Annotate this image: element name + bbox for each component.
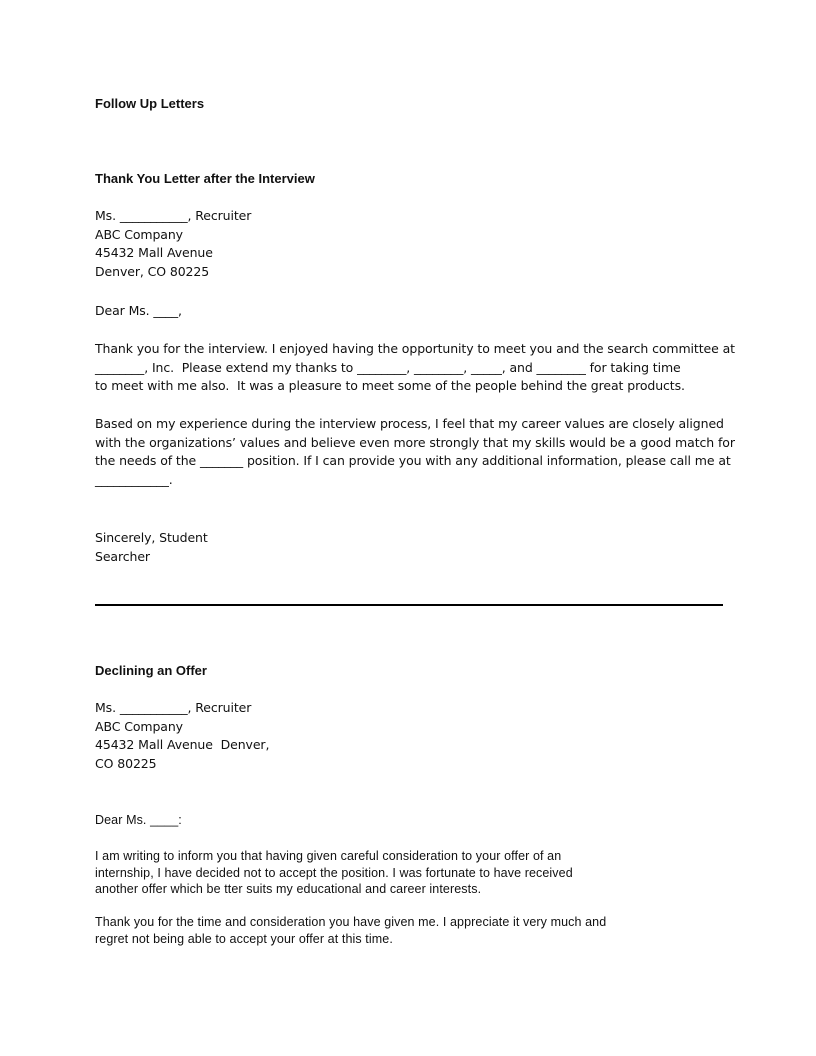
closing-line: Sincerely, Student <box>95 530 208 545</box>
address-line: ABC Company <box>95 226 183 242</box>
paragraph-line: to meet with me also. It was a pleasure to meet some of the people behind the great products. <box>95 378 685 394</box>
address-line: Ms. ___________, Recruiter <box>95 208 252 223</box>
closing-line: Searcher <box>95 548 150 564</box>
letter1-salutation: Dear Ms. ____, <box>95 303 182 318</box>
paragraph-line: ____________. <box>95 471 173 487</box>
paragraph-line: the needs of the _______ position. If I can provide you with any additional information, please call me at <box>95 453 731 469</box>
paragraph-line: internship, I have decided not to accept the position. I was fortunate to have received <box>95 865 573 880</box>
letter2-paragraph2 <box>95 914 606 947</box>
address-line: ABC Company <box>95 718 183 734</box>
paragraph-line: regret not being able to accept your offer at this time. <box>95 931 393 946</box>
letter2-address <box>95 699 269 773</box>
paragraph-line: Based on my experience during the interview process, I feel that my career values are closely aligned <box>95 416 724 431</box>
address-line: 45432 Mall Avenue <box>95 245 213 261</box>
section-divider <box>95 604 723 606</box>
paragraph-line: with the organizations’ values and believe even more strongly that my skills would be a good match for <box>95 434 735 450</box>
document-title: Follow Up Letters <box>95 96 205 111</box>
letter1-address <box>95 207 251 281</box>
letter1-closing <box>95 529 208 566</box>
paragraph-line: ________, Inc. Please extend my thanks to ________, ________, _____, and ________ for taking time <box>95 359 681 375</box>
address-line: Ms. ___________, Recruiter <box>95 700 252 715</box>
address-line: 45432 Mall Avenue Denver, <box>95 737 270 753</box>
letter2-salutation: Dear Ms. ____: <box>95 813 182 827</box>
letter1-paragraph2 <box>95 415 735 489</box>
paragraph-line: another offer which be tter suits my educational and career interests. <box>95 882 482 897</box>
paragraph-line: Thank you for the time and consideration you have given me. I appreciate it very much and <box>95 915 607 929</box>
letter1-heading: Thank You Letter after the Interview <box>95 171 315 186</box>
letter2-paragraph1 <box>95 848 573 898</box>
letter2-heading: Declining an Offer <box>95 663 207 678</box>
paragraph-line: I am writing to inform you that having given careful consideration to your offer of an <box>95 849 562 863</box>
paragraph-line: Thank you for the interview. I enjoyed having the opportunity to meet you and the search committee at <box>95 341 735 356</box>
address-line: CO 80225 <box>95 755 157 771</box>
address-line: Denver, CO 80225 <box>95 263 210 279</box>
letter1-paragraph1 <box>95 340 735 396</box>
